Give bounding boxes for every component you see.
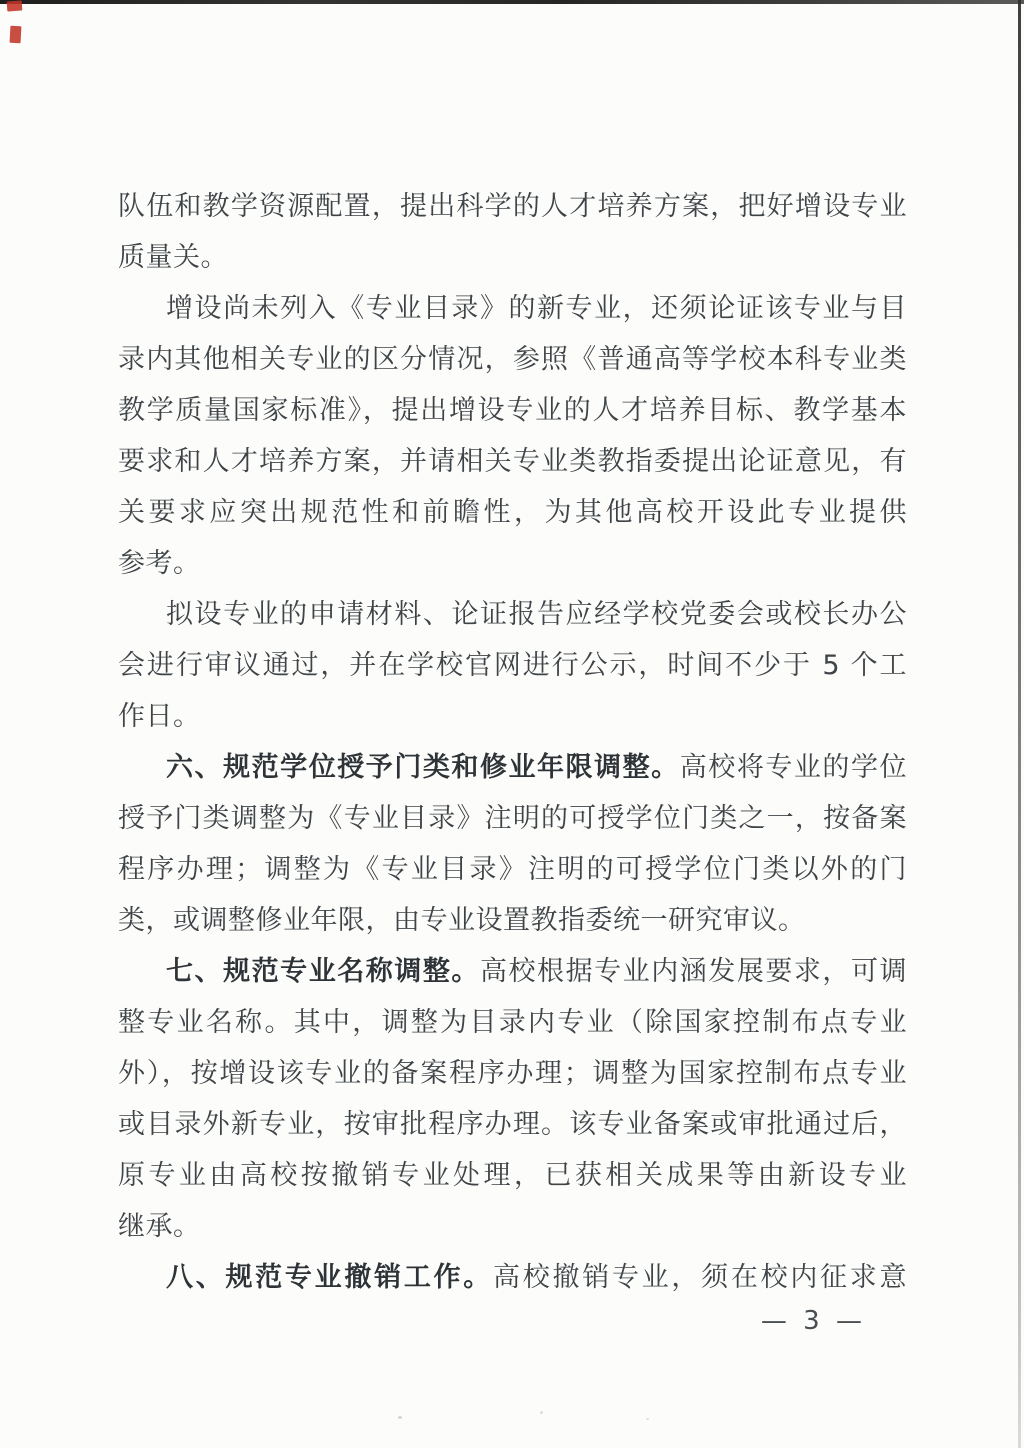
text-segment: 高校根据专业内涵发展要求，可调 <box>479 956 908 987</box>
scan-speck <box>540 1411 543 1414</box>
section-heading: 六、规范学位授予门类和修业年限调整。 <box>166 752 680 783</box>
text-line <box>118 487 907 538</box>
text-line <box>118 538 907 589</box>
text-line <box>118 997 907 1048</box>
text-line <box>118 589 907 640</box>
text-line <box>118 1048 907 1099</box>
scan-speck <box>398 1416 402 1419</box>
text-line <box>118 640 907 691</box>
text-segment: 参考。 <box>118 548 201 579</box>
section-heading: 七、规范专业名称调整。 <box>166 956 480 987</box>
text-line <box>118 844 907 895</box>
page-number: — 3 — <box>760 1306 866 1336</box>
text-block <box>118 181 907 1303</box>
text-line <box>118 181 907 232</box>
text-line <box>118 385 907 436</box>
text-segment: 要求和人才培养方案，并请相关专业类教指委提出论证意见，有 <box>118 446 907 477</box>
text-segment: 作日。 <box>118 701 201 732</box>
text-segment: 质量关。 <box>118 242 228 273</box>
text-line <box>118 1201 907 1252</box>
text-line <box>118 793 907 844</box>
text-segment: 整专业名称。其中，调整为目录内专业（除国家控制布点专业 <box>118 1007 907 1038</box>
section-heading: 八、规范专业撤销工作。 <box>166 1262 494 1293</box>
text-segment: 教学质量国家标准》，提出增设专业的人才培养目标、教学基本 <box>118 395 907 426</box>
red-ink-mark <box>10 26 22 44</box>
text-segment: 高校撤销专业，须在校内征求意 <box>493 1262 908 1293</box>
text-line <box>118 436 907 487</box>
text-line <box>118 334 907 385</box>
red-ink-mark <box>7 0 23 11</box>
text-segment: 会进行审议通过，并在学校官网进行公示，时间不少于 5 个工 <box>118 650 907 681</box>
text-segment: 继承。 <box>118 1211 201 1242</box>
text-segment: 录内其他相关专业的区分情况，参照《普通高等学校本科专业类 <box>118 344 907 375</box>
scan-speck <box>646 1418 649 1420</box>
text-segment: 外），按增设该专业的备案程序办理；调整为国家控制布点专业 <box>118 1058 907 1089</box>
text-segment: 增设尚未列入《专业目录》的新专业，还须论证该专业与目 <box>166 293 907 324</box>
text-segment: 程序办理；调整为《专业目录》注明的可授学位门类以外的门 <box>118 854 907 885</box>
scan-edge-top <box>0 0 1024 4</box>
text-segment: 或目录外新专业，按审批程序办理。该专业备案或审批通过后， <box>118 1109 907 1140</box>
text-line <box>118 1150 907 1201</box>
text-segment: 拟设专业的申请材料、论证报告应经学校党委会或校长办公 <box>166 599 907 630</box>
text-line <box>118 742 907 793</box>
text-segment: 队伍和教学资源配置，提出科学的人才培养方案，把好增设专业 <box>118 191 907 222</box>
text-segment: 原专业由高校按撤销专业处理，已获相关成果等由新设专业 <box>118 1160 907 1191</box>
text-segment: 关要求应突出规范性和前瞻性，为其他高校开设此专业提供 <box>118 497 907 528</box>
text-line <box>118 1099 907 1150</box>
text-line <box>118 946 907 997</box>
scan-edge-right <box>1018 0 1021 1448</box>
text-line <box>118 232 907 283</box>
text-line <box>118 895 907 946</box>
text-line <box>118 1252 907 1303</box>
text-segment: 授予门类调整为《专业目录》注明的可授学位门类之一，按备案 <box>118 803 907 834</box>
text-segment: 高校将专业的学位 <box>679 752 908 783</box>
text-segment: 类，或调整修业年限，由专业设置教指委统一研究审议。 <box>118 905 806 936</box>
text-line <box>118 283 907 334</box>
text-line <box>118 691 907 742</box>
